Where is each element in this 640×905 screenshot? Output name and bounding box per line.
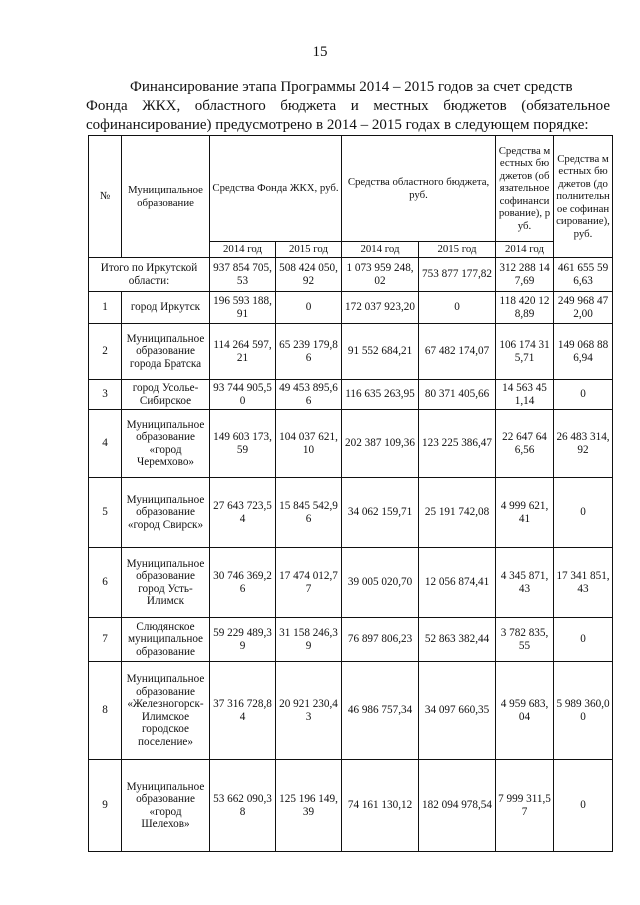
row-municipality: Слюдянское муниципальное образование bbox=[122, 618, 210, 662]
row-regional-2015: 0 bbox=[419, 292, 496, 324]
table-row bbox=[89, 410, 613, 478]
row-regional-2015: 34 097 660,35 bbox=[419, 662, 496, 760]
row-number: 1 bbox=[89, 292, 122, 324]
total-regional-2015: 753 877 177,82 bbox=[419, 258, 496, 292]
row-municipality: Муниципальное образование «город Свирск» bbox=[122, 478, 210, 548]
table-row bbox=[89, 760, 613, 852]
row-local-additional: 0 bbox=[554, 618, 613, 662]
row-municipality: Муниципальное образование «Железногорск-Илимское городское поселение» bbox=[122, 662, 210, 760]
row-fund-2015: 125 196 149,39 bbox=[276, 760, 342, 852]
row-regional-2015: 25 191 742,08 bbox=[419, 478, 496, 548]
total-fund-2015: 508 424 050,92 bbox=[276, 258, 342, 292]
row-fund-2015: 20 921 230,43 bbox=[276, 662, 342, 760]
total-local-2014: 312 288 147,69 bbox=[496, 258, 554, 292]
row-number: 7 bbox=[89, 618, 122, 662]
row-regional-2015: 12 056 874,41 bbox=[419, 548, 496, 618]
header-regional-2015: 2015 год bbox=[419, 242, 496, 258]
header-local-mandatory: Средства местных бюджетов (обязательное софинансирование), руб. bbox=[496, 136, 554, 242]
row-number: 9 bbox=[89, 760, 122, 852]
table-row bbox=[89, 662, 613, 760]
header-fund: Средства Фонда ЖКХ, руб. bbox=[210, 136, 342, 242]
row-local-2014: 7 999 311,57 bbox=[496, 760, 554, 852]
row-local-additional: 0 bbox=[554, 478, 613, 548]
row-local-2014: 4 345 871,43 bbox=[496, 548, 554, 618]
row-number: 8 bbox=[89, 662, 122, 760]
row-local-2014: 22 647 646,56 bbox=[496, 410, 554, 478]
intro-paragraph bbox=[86, 78, 610, 135]
row-fund-2014: 53 662 090,38 bbox=[210, 760, 276, 852]
row-fund-2015: 49 453 895,66 bbox=[276, 380, 342, 410]
table-row bbox=[89, 292, 613, 324]
row-local-2014: 3 782 835,55 bbox=[496, 618, 554, 662]
table-row bbox=[89, 324, 613, 380]
row-number: 6 bbox=[89, 548, 122, 618]
header-regional-2014: 2014 год bbox=[342, 242, 419, 258]
row-fund-2014: 149 603 173,59 bbox=[210, 410, 276, 478]
row-local-additional: 249 968 472,00 bbox=[554, 292, 613, 324]
row-municipality: Муниципальное образование города Братска bbox=[122, 324, 210, 380]
row-municipality: город Иркутск bbox=[122, 292, 210, 324]
row-local-2014: 118 420 128,89 bbox=[496, 292, 554, 324]
row-regional-2015: 182 094 978,54 bbox=[419, 760, 496, 852]
row-fund-2015: 15 845 542,96 bbox=[276, 478, 342, 548]
row-municipality: Муниципальное образование «город Черемхово» bbox=[122, 410, 210, 478]
row-municipality: Муниципальное образование «город Шелехов» bbox=[122, 760, 210, 852]
row-fund-2014: 30 746 369,26 bbox=[210, 548, 276, 618]
row-regional-2015: 80 371 405,66 bbox=[419, 380, 496, 410]
row-local-additional: 17 341 851,43 bbox=[554, 548, 613, 618]
row-local-additional: 0 bbox=[554, 760, 613, 852]
row-regional-2014: 74 161 130,12 bbox=[342, 760, 419, 852]
row-fund-2015: 17 474 012,77 bbox=[276, 548, 342, 618]
intro-line-2: Фонда ЖКХ, областного бюджета и местных бюджетов (обязательное bbox=[86, 98, 610, 114]
row-local-additional: 149 068 886,94 bbox=[554, 324, 613, 380]
header-municipality: Муниципальное образование bbox=[122, 136, 210, 258]
row-fund-2014: 27 643 723,54 bbox=[210, 478, 276, 548]
row-fund-2015: 31 158 246,39 bbox=[276, 618, 342, 662]
table-row bbox=[89, 618, 613, 662]
row-number: 5 bbox=[89, 478, 122, 548]
row-regional-2015: 52 863 382,44 bbox=[419, 618, 496, 662]
row-number: 2 bbox=[89, 324, 122, 380]
row-regional-2014: 91 552 684,21 bbox=[342, 324, 419, 380]
header-number: № bbox=[89, 136, 122, 258]
row-regional-2014: 116 635 263,95 bbox=[342, 380, 419, 410]
total-label: Итого по Иркутской области: bbox=[89, 258, 210, 292]
row-fund-2015: 0 bbox=[276, 292, 342, 324]
row-regional-2014: 76 897 806,23 bbox=[342, 618, 419, 662]
row-local-additional: 26 483 314,92 bbox=[554, 410, 613, 478]
row-regional-2014: 34 062 159,71 bbox=[342, 478, 419, 548]
table-row bbox=[89, 478, 613, 548]
row-fund-2015: 104 037 621,10 bbox=[276, 410, 342, 478]
row-local-2014: 4 999 621,41 bbox=[496, 478, 554, 548]
financing-table bbox=[88, 135, 613, 852]
row-fund-2014: 59 229 489,39 bbox=[210, 618, 276, 662]
table-row-total bbox=[89, 258, 613, 292]
header-regional-budget: Средства областного бюджета, руб. bbox=[342, 136, 496, 242]
header-fund-2015: 2015 год bbox=[276, 242, 342, 258]
row-fund-2014: 114 264 597,21 bbox=[210, 324, 276, 380]
row-regional-2014: 172 037 923,20 bbox=[342, 292, 419, 324]
row-local-2014: 106 174 315,71 bbox=[496, 324, 554, 380]
row-municipality: город Усолье-Сибирское bbox=[122, 380, 210, 410]
row-regional-2014: 39 005 020,70 bbox=[342, 548, 419, 618]
table-row bbox=[89, 380, 613, 410]
header-fund-2014: 2014 год bbox=[210, 242, 276, 258]
row-number: 4 bbox=[89, 410, 122, 478]
row-regional-2015: 123 225 386,47 bbox=[419, 410, 496, 478]
row-local-additional: 0 bbox=[554, 380, 613, 410]
row-fund-2014: 93 744 905,50 bbox=[210, 380, 276, 410]
total-fund-2014: 937 854 705,53 bbox=[210, 258, 276, 292]
row-regional-2014: 202 387 109,36 bbox=[342, 410, 419, 478]
row-fund-2015: 65 239 179,86 bbox=[276, 324, 342, 380]
row-regional-2014: 46 986 757,34 bbox=[342, 662, 419, 760]
table-row bbox=[89, 548, 613, 618]
header-local-additional: Средства местных бюджетов (дополнительное софинансирование), руб. bbox=[554, 136, 613, 258]
row-local-2014: 14 563 451,14 bbox=[496, 380, 554, 410]
row-fund-2014: 196 593 188,91 bbox=[210, 292, 276, 324]
intro-line-1: Финансирование этапа Программы 2014 – 2015 годов за счет средств bbox=[130, 79, 573, 95]
row-local-additional: 5 989 360,00 bbox=[554, 662, 613, 760]
row-number: 3 bbox=[89, 380, 122, 410]
total-local-additional: 461 655 596,63 bbox=[554, 258, 613, 292]
row-fund-2014: 37 316 728,84 bbox=[210, 662, 276, 760]
total-regional-2014: 1 073 959 248,02 bbox=[342, 258, 419, 292]
header-local-2014: 2014 год bbox=[496, 242, 554, 258]
row-local-2014: 4 959 683,04 bbox=[496, 662, 554, 760]
page-number: 15 bbox=[312, 44, 328, 60]
row-regional-2015: 67 482 174,07 bbox=[419, 324, 496, 380]
intro-line-3: софинансирование) предусмотрено в 2014 – 2015 годах в следующем порядке: bbox=[86, 117, 589, 133]
row-municipality: Муниципальное образование город Усть-Илимск bbox=[122, 548, 210, 618]
